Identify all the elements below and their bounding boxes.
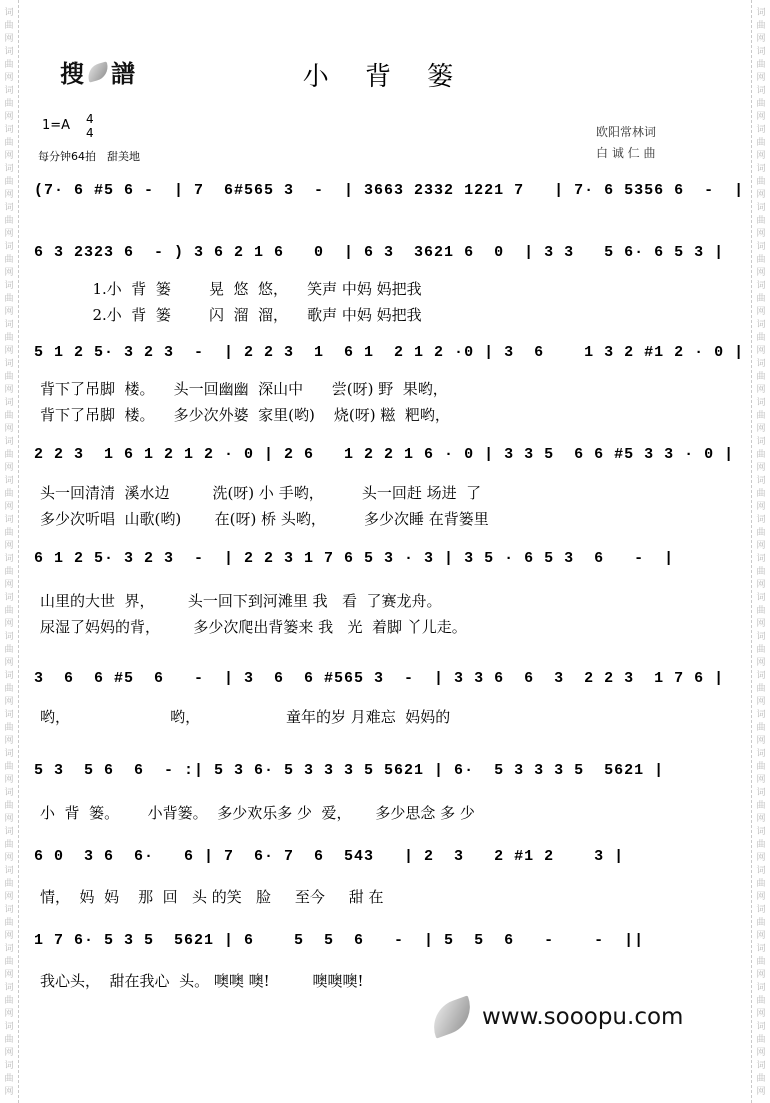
watermark-char: 词 (4, 671, 14, 681)
watermark-char: 词 (756, 281, 766, 291)
watermark-char: 词 (4, 125, 14, 135)
lyric-line: 小 背 篓。 小背篓。 多少欢乐多 少 爱， 多少思念 多 少 (40, 804, 475, 822)
watermark-char: 网 (4, 463, 14, 473)
lyric-line-verse-1: 背下了吊脚 楼。 头一回幽幽 深山中 尝(呀) 野 果哟， (40, 380, 448, 398)
watermark-char: 网 (756, 775, 766, 785)
watermark-char: 曲 (756, 1035, 766, 1045)
lyric-line-verse-1: 头一回清清 溪水边 洗(呀) 小 手哟， 头一回赶 场进 了 (40, 484, 482, 502)
watermark-char: 曲 (756, 567, 766, 577)
notation-line: 6 0 3 6 6· 6 | 7 6· 7 6 543 | 2 3 2 #1 2 3 | (34, 848, 625, 865)
watermark-char: 词 (756, 242, 766, 252)
watermark-char: 曲 (756, 333, 766, 343)
watermark-char: 词 (4, 1061, 14, 1071)
notation-line: 5 3 5 6 6 - :| 5 3 6· 5 3 3 3 5 5621 | 6· 5 3 3 3 5 5621 | (34, 762, 665, 779)
watermark-char: 词 (756, 203, 766, 213)
watermark-char: 曲 (756, 294, 766, 304)
watermark-char: 曲 (756, 606, 766, 616)
watermark-char: 曲 (4, 99, 14, 109)
watermark-char: 曲 (4, 255, 14, 265)
watermark-char: 曲 (4, 684, 14, 694)
watermark-char: 词 (756, 671, 766, 681)
credits (596, 122, 656, 164)
watermark-char: 网 (756, 619, 766, 629)
watermark-char: 词 (756, 710, 766, 720)
watermark-char: 网 (4, 775, 14, 785)
watermark-char: 词 (756, 359, 766, 369)
watermark-char: 网 (4, 619, 14, 629)
watermark-char: 词 (4, 944, 14, 954)
watermark-char: 网 (4, 151, 14, 161)
watermark-char: 网 (4, 229, 14, 239)
site-url: www.sooopu.com (482, 1004, 684, 1030)
watermark-char: 词 (4, 359, 14, 369)
watermark-char: 曲 (756, 450, 766, 460)
watermark-char: 词 (4, 1022, 14, 1032)
watermark-char: 网 (4, 892, 14, 902)
watermark-char: 词 (756, 86, 766, 96)
watermark-char: 词 (756, 944, 766, 954)
watermark-char: 网 (4, 580, 14, 590)
watermark-char: 曲 (4, 60, 14, 70)
watermark-char: 词 (4, 788, 14, 798)
watermark-char: 网 (756, 892, 766, 902)
watermark-char: 网 (756, 34, 766, 44)
watermark-char: 网 (756, 307, 766, 317)
lyric-line-verse-1: 1.小 背 篓 晃 悠 悠， 笑声 中妈 妈把我 (40, 280, 422, 298)
watermark-char: 词 (756, 788, 766, 798)
score-row (34, 544, 724, 636)
notation-line: 6 1 2 5· 3 2 3 - | 2 2 3 1 7 6 5 3 · 3 | 3 5 · 6 5 3 6 - | (34, 550, 675, 567)
watermark-char: 网 (756, 73, 766, 83)
watermark-char: 曲 (4, 567, 14, 577)
watermark-char: 网 (4, 346, 14, 356)
score-row (34, 238, 725, 324)
watermark-char: 词 (4, 515, 14, 525)
lyric-line-verse-2: 多少次听唱 山歌(哟) 在(呀) 桥 头哟， 多少次睡 在背篓里 (40, 510, 489, 528)
watermark-char: 网 (756, 190, 766, 200)
watermark-char: 词 (4, 983, 14, 993)
leaf-icon (426, 995, 478, 1038)
watermark-char: 网 (756, 658, 766, 668)
notation-line: 5 1 2 5· 3 2 3 - | 2 2 3 1 6 1 2 1 2 ·0 | 3 6 1 3 2 #1 2 · 0 | (34, 344, 745, 361)
watermark-char: 词 (756, 1061, 766, 1071)
watermark-char: 词 (4, 203, 14, 213)
watermark-char: 曲 (756, 255, 766, 265)
lyric-line-verse-2: 尿湿了妈妈的背， 多少次爬出背篓来 我 光 着脚 丫儿走。 (40, 618, 467, 636)
watermark-char: 曲 (756, 528, 766, 538)
watermark-char: 曲 (4, 801, 14, 811)
watermark-char: 网 (756, 580, 766, 590)
watermark-char: 网 (4, 73, 14, 83)
watermark-char: 词 (756, 749, 766, 759)
watermark-char: 曲 (4, 489, 14, 499)
score-row (34, 338, 745, 424)
watermark-char: 网 (756, 853, 766, 863)
watermark-char: 词 (4, 164, 14, 174)
watermark-char: 词 (756, 164, 766, 174)
watermark-char: 网 (4, 502, 14, 512)
watermark-char: 曲 (756, 762, 766, 772)
watermark-char: 词 (756, 125, 766, 135)
watermark-char: 词 (4, 320, 14, 330)
watermark-char: 网 (756, 736, 766, 746)
lyricist-credit: 欧阳常林词 (596, 125, 657, 139)
score-row (34, 176, 745, 212)
watermark-char: 网 (756, 814, 766, 824)
watermark-char: 网 (756, 697, 766, 707)
lyric-line-verse-2: 背下了吊脚 楼。 多少次外婆 家里(哟) 烧(呀) 糍 粑哟， (40, 406, 450, 424)
watermark-char: 网 (756, 424, 766, 434)
watermark-char: 词 (4, 8, 14, 18)
notation-line: 1 7 6· 5 3 5 5621 | 6 5 5 6 - | 5 5 6 - - || (34, 932, 645, 949)
meter-bottom: 4 (86, 126, 94, 140)
site-footer (430, 1002, 683, 1032)
right-watermark-strip (751, 0, 770, 1103)
watermark-char: 词 (4, 398, 14, 408)
watermark-char: 曲 (4, 294, 14, 304)
watermark-char: 曲 (756, 60, 766, 70)
score-row (34, 664, 725, 726)
watermark-char: 词 (756, 437, 766, 447)
composer-credit: 白 诚 仁 曲 (596, 146, 656, 160)
watermark-char: 网 (4, 658, 14, 668)
watermark-char: 词 (4, 281, 14, 291)
lyric-line: 哟， 哟， 童年的岁 月难忘 妈妈的 (40, 708, 451, 726)
watermark-char: 曲 (756, 99, 766, 109)
watermark-char: 曲 (4, 411, 14, 421)
watermark-char: 词 (756, 983, 766, 993)
watermark-char: 曲 (756, 21, 766, 31)
watermark-char: 网 (756, 970, 766, 980)
logo-text-right: 譜 (111, 60, 136, 88)
watermark-char: 曲 (4, 372, 14, 382)
watermark-char: 词 (4, 866, 14, 876)
watermark-char: 曲 (756, 684, 766, 694)
watermark-char: 词 (756, 515, 766, 525)
watermark-char: 网 (4, 697, 14, 707)
watermark-char: 曲 (756, 489, 766, 499)
watermark-char: 曲 (756, 879, 766, 889)
lyric-line-verse-2: 2.小 背 篓 闪 溜 溜， 歌声 中妈 妈把我 (40, 306, 422, 324)
watermark-char: 网 (756, 541, 766, 551)
watermark-char: 词 (4, 476, 14, 486)
left-watermark-strip (0, 0, 19, 1103)
watermark-char: 曲 (756, 996, 766, 1006)
watermark-char: 词 (756, 476, 766, 486)
logo-text-left: 搜 (60, 60, 85, 88)
watermark-char: 网 (756, 1048, 766, 1058)
key-signature: 1=A (42, 118, 71, 133)
watermark-char: 曲 (756, 840, 766, 850)
watermark-char: 网 (4, 385, 14, 395)
lyric-line: 我心头， 甜在我心 头。 噢噢 噢! 噢噢噢! (40, 972, 364, 990)
watermark-char: 词 (756, 1022, 766, 1032)
watermark-char: 词 (756, 593, 766, 603)
watermark-char: 网 (756, 1087, 766, 1097)
score-row (34, 926, 724, 990)
watermark-char: 曲 (4, 645, 14, 655)
watermark-char: 词 (4, 593, 14, 603)
watermark-char: 曲 (4, 957, 14, 967)
watermark-char: 词 (4, 710, 14, 720)
watermark-char: 曲 (756, 216, 766, 226)
meter-top: 4 (86, 112, 94, 126)
watermark-char: 词 (4, 749, 14, 759)
watermark-char: 词 (4, 827, 14, 837)
watermark-char: 网 (756, 346, 766, 356)
watermark-char: 曲 (756, 138, 766, 148)
watermark-char: 词 (756, 554, 766, 564)
time-signature (86, 112, 94, 140)
watermark-char: 网 (756, 1009, 766, 1019)
watermark-char: 曲 (756, 801, 766, 811)
watermark-char: 曲 (4, 138, 14, 148)
lyric-line: 情， 妈 妈 那 回 头 的笑 脸 至今 甜 在 (40, 888, 384, 906)
notation-line: 3 6 6 #5 6 - | 3 6 6 #565 3 - | 3 3 6 6 3 2 2 3 1 7 6 | (34, 670, 725, 687)
watermark-char: 曲 (4, 177, 14, 187)
watermark-char: 词 (4, 437, 14, 447)
watermark-char: 网 (756, 385, 766, 395)
watermark-char: 网 (756, 112, 766, 122)
watermark-char: 网 (4, 268, 14, 278)
watermark-char: 曲 (756, 372, 766, 382)
score-row (34, 440, 735, 528)
watermark-char: 曲 (4, 879, 14, 889)
watermark-char: 词 (4, 86, 14, 96)
watermark-char: 网 (4, 736, 14, 746)
watermark-char: 曲 (4, 450, 14, 460)
watermark-char: 网 (4, 541, 14, 551)
watermark-char: 网 (756, 502, 766, 512)
watermark-char: 曲 (4, 528, 14, 538)
watermark-char: 网 (4, 190, 14, 200)
watermark-char: 曲 (756, 411, 766, 421)
watermark-char: 曲 (4, 216, 14, 226)
watermark-char: 网 (756, 229, 766, 239)
watermark-char: 词 (4, 242, 14, 252)
watermark-char: 曲 (4, 333, 14, 343)
watermark-char: 曲 (756, 177, 766, 187)
watermark-char: 网 (4, 34, 14, 44)
watermark-char: 网 (4, 1009, 14, 1019)
watermark-char: 曲 (756, 723, 766, 733)
score-row (34, 842, 724, 906)
watermark-char: 网 (4, 970, 14, 980)
tempo-marking: 每分钟64拍 甜美地 (38, 150, 140, 163)
watermark-char: 网 (4, 307, 14, 317)
watermark-char: 曲 (756, 918, 766, 928)
watermark-char: 网 (4, 112, 14, 122)
watermark-char: 曲 (4, 1035, 14, 1045)
song-title: 小 背 篓 (302, 62, 468, 92)
watermark-char: 曲 (756, 645, 766, 655)
watermark-char: 曲 (4, 21, 14, 31)
watermark-char: 曲 (4, 762, 14, 772)
watermark-char: 词 (756, 905, 766, 915)
watermark-char: 词 (756, 866, 766, 876)
watermark-char: 词 (756, 47, 766, 57)
watermark-char: 词 (756, 398, 766, 408)
watermark-char: 网 (4, 1048, 14, 1058)
lyric-line-verse-1: 山里的大世 界， 头一回下到河滩里 我 看 了赛龙舟。 (40, 592, 442, 610)
watermark-char: 网 (756, 931, 766, 941)
watermark-char: 网 (4, 814, 14, 824)
watermark-char: 曲 (4, 840, 14, 850)
watermark-char: 网 (4, 853, 14, 863)
watermark-char: 词 (4, 47, 14, 57)
watermark-char: 曲 (756, 957, 766, 967)
watermark-char: 网 (756, 268, 766, 278)
watermark-char: 词 (756, 632, 766, 642)
watermark-char: 网 (756, 463, 766, 473)
watermark-char: 词 (756, 8, 766, 18)
watermark-char: 词 (756, 320, 766, 330)
score-row (34, 756, 724, 822)
watermark-char: 网 (4, 1087, 14, 1097)
watermark-char: 曲 (4, 996, 14, 1006)
notation-line: 2 2 3 1 6 1 2 1 2 · 0 | 2 6 1 2 2 1 6 · 0 | 3 3 5 6 6 #5 3 3 · 0 | (34, 446, 735, 463)
watermark-char: 词 (4, 632, 14, 642)
watermark-char: 曲 (4, 723, 14, 733)
watermark-char: 曲 (4, 606, 14, 616)
watermark-char: 网 (4, 931, 14, 941)
watermark-char: 词 (4, 905, 14, 915)
notation-line: 6 3 2323 6 - ) 3 6 2 1 6 0 | 6 3 3621 6 0 | 3 3 5 6· 6 5 3 | (34, 244, 725, 261)
watermark-char: 词 (756, 827, 766, 837)
watermark-char: 网 (4, 424, 14, 434)
watermark-char: 词 (4, 554, 14, 564)
watermark-char: 曲 (756, 1074, 766, 1084)
notation-line: (7· 6 #5 6 - | 7 6#565 3 - | 3663 2332 1221 7 | 7· 6 5356 6 - | (34, 182, 745, 199)
watermark-char: 曲 (4, 918, 14, 928)
watermark-char: 网 (756, 151, 766, 161)
watermark-char: 曲 (4, 1074, 14, 1084)
